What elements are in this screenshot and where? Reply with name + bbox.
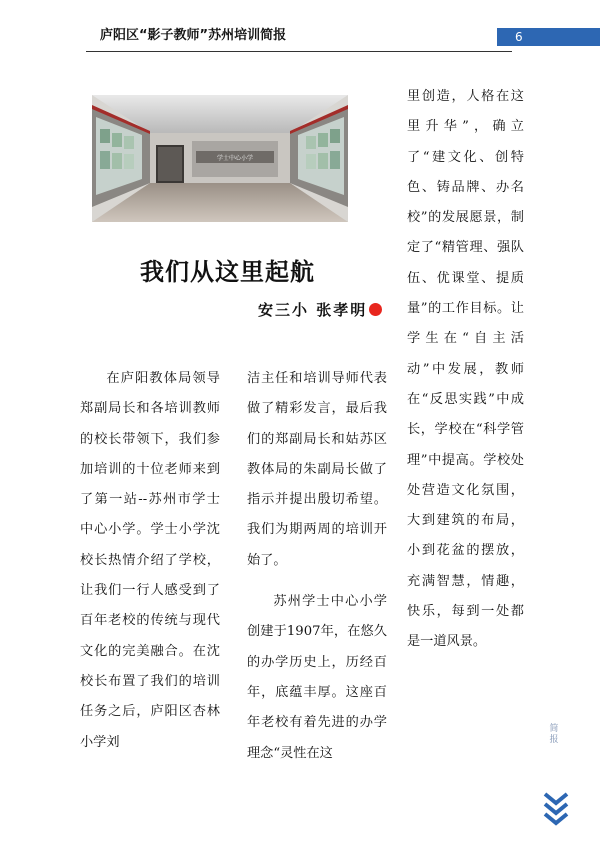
- paragraph: 里创造，人格在这里升华”，确立了“建文化、创特色、铸品牌、办名校”的发展愿景，制定了“精管理、强队伍、优课堂、提质量”的工作目标。让学生在“自主活动”中发展，教师在“反思实践”中成长，学校在“科学管理”中提高。学校处处营造文化氛围，大到建筑的布局，小到花盆的摆放，充满智慧，情趣，快乐，每到一处都是一道风景。: [407, 89, 524, 650]
- article-title: 我们从这里起航: [140, 258, 315, 286]
- header-title: 庐阳区“影子教师”苏州培训简报: [100, 28, 287, 43]
- text-column-2: [247, 364, 387, 769]
- red-dot-icon: [369, 303, 382, 316]
- svg-text:学士中心小学: 学士中心小学: [216, 155, 254, 162]
- text-column-3: [407, 82, 524, 658]
- paragraph: 洁主任和培训导师代表做了精彩发言，最后我们的郑副局长和姑苏区教体局的朱副局长做了指示并提出殷切希望。我们为期两周的培训开始了。: [247, 371, 387, 568]
- header-divider: [86, 51, 512, 52]
- chevron-down-icon[interactable]: [541, 790, 571, 832]
- school-hall-photo: [92, 95, 348, 222]
- author-name: 安三小 张孝明: [258, 301, 368, 319]
- side-label: 简报: [549, 724, 559, 745]
- page-number-tab: 6: [497, 28, 600, 46]
- paragraph: 苏州学士中心小学创建于1907年，在悠久的办学历史上，历经百年，底蕴丰厚。这座百年老校有着先进的办学理念“灵性在这: [247, 594, 387, 761]
- byline: [258, 299, 382, 320]
- paragraph: 在庐阳教体局领导郑副局长和各培训教师的校长带领下，我们参加培训的十位老师来到了第一站--苏州市学士中心小学。学士小学沈校长热情介绍了学校，让我们一行人感受到了百年老校的传统与现代文化的完美融合。在沈校长布置了我们的培训任务之后，庐阳区杏林小学刘: [80, 371, 220, 750]
- text-column-1: [80, 364, 220, 758]
